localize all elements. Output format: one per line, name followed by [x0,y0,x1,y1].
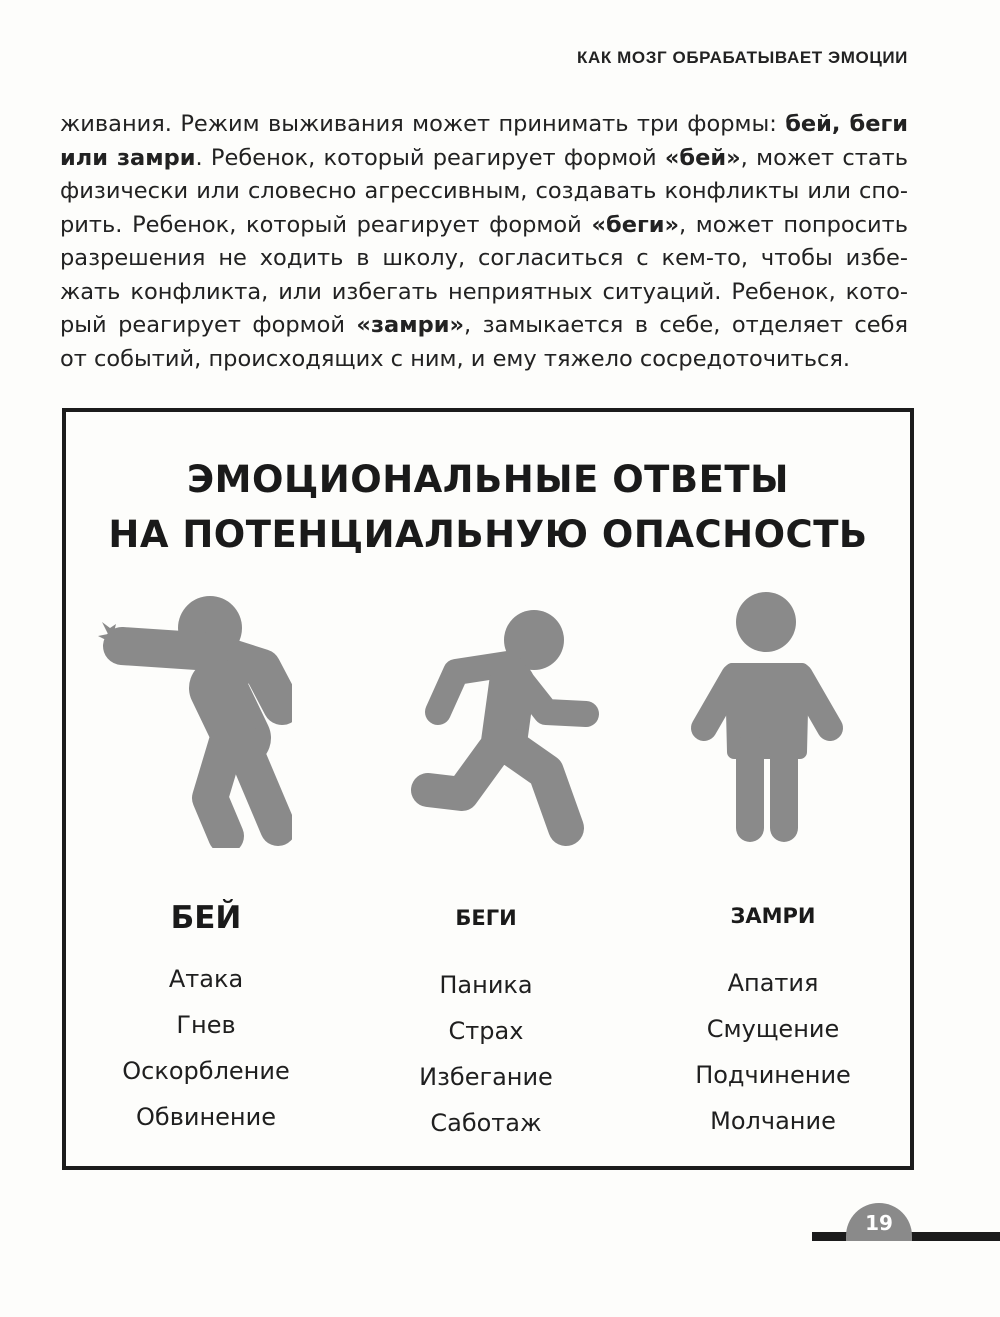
text-span: рить. Ребенок, который реагирует формой [60,211,592,238]
infobox-title [66,452,910,562]
list-item: Атака [168,965,244,993]
list-item: Саботаж [430,1109,542,1137]
text-line: разрешения не ходить в школу, согласиться с кем-то, чтобы избе- [60,245,908,271]
running-header: КАК МОЗГ ОБРАБАТЫВАЕТ ЭМОЦИИ [576,48,908,67]
column-heading-freeze: ЗАМРИ [730,904,816,928]
fight-emotions-list [86,956,326,1140]
list-item: Обвинение [136,1103,276,1131]
text-line [60,309,908,343]
fighting-figure-icon [92,588,292,848]
body-paragraph [60,108,908,376]
text-span: , может попросить [679,211,909,238]
responses-infobox [62,408,914,1170]
text-span: , замыкается в себе, отделяет себя [464,312,908,338]
list-item: Оскорбление [122,1057,290,1085]
emphasis-text: бей, беги [785,111,908,137]
flight-emotions-list [366,962,606,1146]
text-line: жать конфликта, или избегать неприятных ситуаций. Ребенок, кото- [60,278,908,305]
list-item: Паника [439,971,533,999]
text-span: , может стать [740,144,908,171]
emphasis-text: «беги» [591,211,680,238]
freeze-emotions-list [648,960,898,1144]
text-line: от событий, происходящих с ним, и ему тяжело сосредоточиться. [60,345,851,372]
emphasis-text: «бей» [664,144,741,171]
emphasis-text: «замри» [356,312,465,338]
text-span: живания. Режим выживания может принимать три формы: [60,111,786,137]
page-number: 19 [846,1203,912,1241]
text-line: физически или словесно агрессивным, создавать конфликты или спо- [60,178,908,204]
column-heading-flight: БЕГИ [455,906,517,930]
list-item: Молчание [710,1107,836,1135]
list-item: Подчинение [695,1061,851,1089]
text-span: . Ребенок, который реагирует формой [195,144,665,171]
standing-figure-icon [682,588,852,848]
infobox-title-line2: НА ПОТЕНЦИАЛЬНУЮ ОПАСНОСТЬ [108,513,868,556]
column-heading-fight: БЕЙ [170,900,242,936]
list-item: Избегание [419,1063,553,1091]
running-figure-icon [396,602,616,852]
list-item: Гнев [176,1011,236,1039]
text-line [60,142,908,176]
text-line [60,108,908,142]
list-item: Страх [448,1017,524,1045]
infobox-title-line1: ЭМОЦИОНАЛЬНЫЕ ОТВЕТЫ [187,458,789,501]
text-span: рый реагирует формой [60,312,357,338]
emphasis-text: или замри [60,144,196,171]
list-item: Апатия [727,969,819,997]
list-item: Смущение [706,1015,840,1043]
text-line [60,209,908,243]
